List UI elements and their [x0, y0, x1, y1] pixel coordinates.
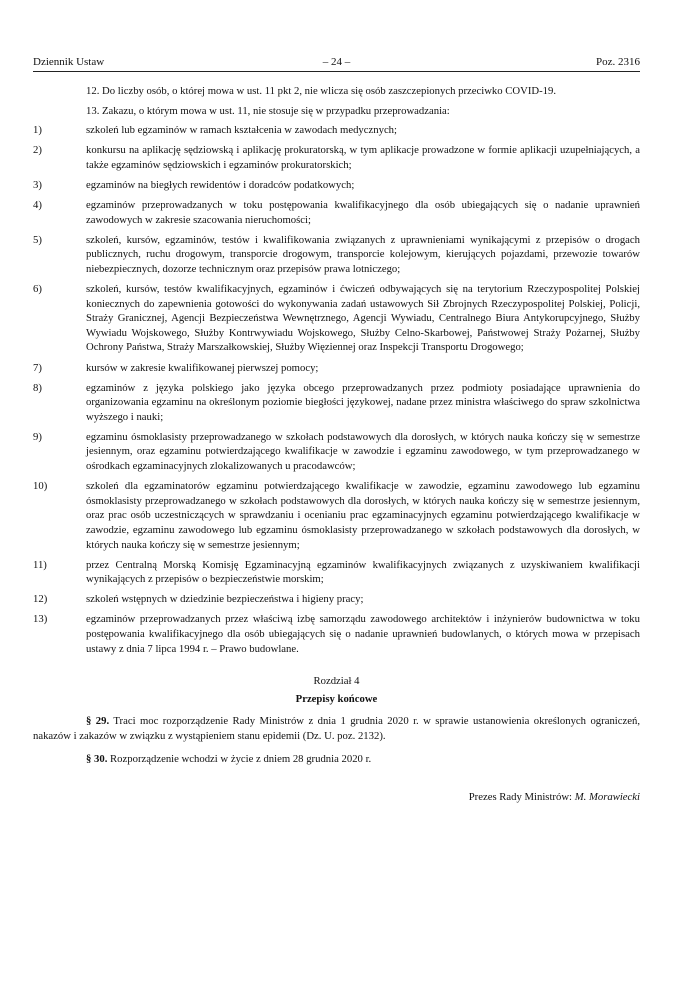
list-item-text: konkursu na aplikację sędziowską i aplikację prokuratorską, w tym aplikacje prowadzone w formie aplikacji uzupełniających, a także egzaminów sędziowskich i egzaminów prokuratorskich; [86, 144, 640, 171]
list-item [33, 198, 640, 227]
document-body [33, 84, 640, 805]
list-item-number: 12) [33, 593, 48, 606]
list-item-text: szkoleń lub egzaminów w ramach kształcenia w zawodach medycznych; [86, 124, 397, 137]
list-item-text: szkoleń wstępnych w dziedzinie bezpieczeństwa i higieny pracy; [86, 593, 364, 606]
list-item-text: egzaminu ósmoklasisty przeprowadzanego w szkołach podstawowych dla dorosłych, w których nauka kończy się w semestrze jesiennym, oraz egzaminu potwierdzającego kwalifikacje w zawodzie i egzaminu zawodowego, w tym przeprowadzanego w ośrodkach egzaminacyjnych zlokalizowanych u pracodawców; [86, 430, 640, 473]
list-item-number: 5) [33, 233, 42, 246]
list-item-text: egzaminów przeprowadzanych w toku postępowania kwalifikacyjnego dla osób ubiegających się o nadanie uprawnień zawodowych w zakresie szacowania nieruchomości; [86, 199, 640, 226]
list-item [33, 430, 640, 474]
list-item-number: 7) [33, 361, 42, 374]
list-item-number: 3) [33, 178, 42, 191]
list-item [33, 143, 640, 172]
page-number: – 24 – [322, 56, 351, 68]
signature-role: Prezes Rady Ministrów: [468, 791, 575, 804]
list-item [33, 233, 640, 277]
list-item-number: 11) [33, 558, 47, 571]
list-item-number: 2) [33, 144, 42, 157]
list-item-text: przez Centralną Morską Komisję Egzaminacyjną egzaminów kwalifikacyjnych związanych z uzyskiwaniem kwalifikacji wynikających z przepisów o bezpieczeństwie morskim; [86, 558, 640, 586]
section-29 [33, 714, 640, 743]
list-item-number: 6) [33, 283, 42, 296]
list-item-text: szkoleń dla egzaminatorów egzaminu potwierdzającego kwalifikacje w zawodzie, egzaminu zawodowego lub egzaminu ósmoklasisty przeprowadzanego w szkołach podstawowych dla dorosłych, w których nauka kończy się w semestrze jesiennym, oraz prac osób uczestniczących w sprawdzaniu i ocenianiu prac egzaminacyjnych egzaminu potwierdzającego kwalifikacje w zawodzie, egzaminu zawodowego lub egzaminu ósmoklasisty przeprowadzanego w szkołach podstawowych dla dorosłych, w których nauka kończy się w semestrze jesiennym; [86, 480, 640, 551]
signature [33, 790, 640, 805]
section-30-mark: § 30. [86, 752, 108, 765]
section-29-text: Traci moc rozporządzenie Rady Ministrów z dnia 1 grudnia 2020 r. w sprawie ustanowienia określonych ograniczeń, nakazów i zakazów w związku z wystąpieniem stanu epidemii (Dz. U. poz. 2132). [33, 715, 640, 742]
list-item [33, 361, 640, 376]
journal-name: Dziennik Ustaw [33, 56, 105, 68]
section-29-mark: § 29. [86, 715, 110, 728]
list-item-text: egzaminów przeprowadzanych przez właściwą izbę samorządu zawodowego architektów i inżynierów budownictwa w toku postępowania kwalifikacyjnego dla osób ubiegających się o nadanie uprawnień budowlanych, o których mowa w przepisach ustawy z dnia 7 lipca 1994 r. – Prawo budowlane. [86, 613, 640, 655]
list-item-number: 10) [33, 480, 48, 493]
list-item-text: szkoleń, kursów, egzaminów, testów i kwalifikowania związanych z uprawnieniami wynikającymi z przepisów o drogach publicznych, ruchu drogowym, transporcie drogowym, transporcie kolejowym, kierujących pojazdami, przewozie towarów niebezpiecznych, dozorze technicznym oraz przepisów prawa lotniczego; [86, 233, 640, 275]
list-item-number: 8) [33, 381, 42, 394]
chapter-title: Przepisy końcowe [295, 692, 378, 705]
list-item-number: 9) [33, 430, 42, 443]
paragraph-13: 13. Zakazu, o którym mowa w ust. 11, nie stosuje się w przypadku przeprowadzania: [86, 104, 450, 117]
list-item [33, 282, 640, 355]
list-item [33, 381, 640, 425]
list-item-number: 4) [33, 199, 42, 212]
list-item [33, 558, 640, 587]
position-number: Poz. 2316 [596, 56, 640, 68]
list-item-text: kursów w zakresie kwalifikowanej pierwszej pomocy; [86, 361, 319, 374]
list-item [33, 123, 640, 138]
list-item-text: egzaminów na biegłych rewidentów i doradców podatkowych; [86, 178, 355, 191]
paragraph-12: 12. Do liczby osób, o której mowa w ust. 11 pkt 2, nie wlicza się osób zaszczepionych przeciwko COVID-19. [86, 85, 557, 97]
list-item-number: 13) [33, 613, 48, 626]
chapter-label: Rozdział 4 [313, 675, 360, 688]
signature-name: M. Morawiecki [574, 791, 640, 804]
section-30 [33, 752, 640, 767]
list-item [33, 479, 640, 552]
list-item-number: 1) [33, 124, 42, 137]
list-item [33, 592, 640, 607]
list-item [33, 612, 640, 656]
list-item-text: szkoleń, kursów, testów kwalifikacyjnych, egzaminów i ćwiczeń odbywających się na terytorium Rzeczypospolitej Polskiej koniecznych do zapewnienia gotowości do wykonywania zadań ustawowych Sił Zbrojnych Rzeczypospolitej Polskiej, Policji, Straży Granicznej, Agencji Bezpieczeństwa Wewnętrznego, Agencji Wywiadu, Centralnego Biura Antykorupcyjnego, Służby Wywiadu Wojskowego, Służby Kontrwywiadu Wojskowego, Służby Celno-Skarbowej, Państwowej Straży Pożarnej, Służby Ochrony Państwa, Straży Marszałkowskiej, Służby Więziennej oraz Inspekcji Transportu Drogowego; [86, 283, 640, 354]
list-item [33, 178, 640, 193]
list-item-text: egzaminów z języka polskiego jako języka obcego przeprowadzanych przez podmioty posiadające uprawnienia do organizowania egzaminu na określonym poziomie biegłości językowej, nadane przez ministra właściwego do spraw szkolnictwa wyższego i nauki; [86, 381, 640, 423]
exemptions-list [33, 123, 640, 656]
section-30-text: Rozporządzenie wchodzi w życie z dniem 28 grudnia 2020 r. [107, 752, 372, 765]
page-header [33, 55, 640, 72]
